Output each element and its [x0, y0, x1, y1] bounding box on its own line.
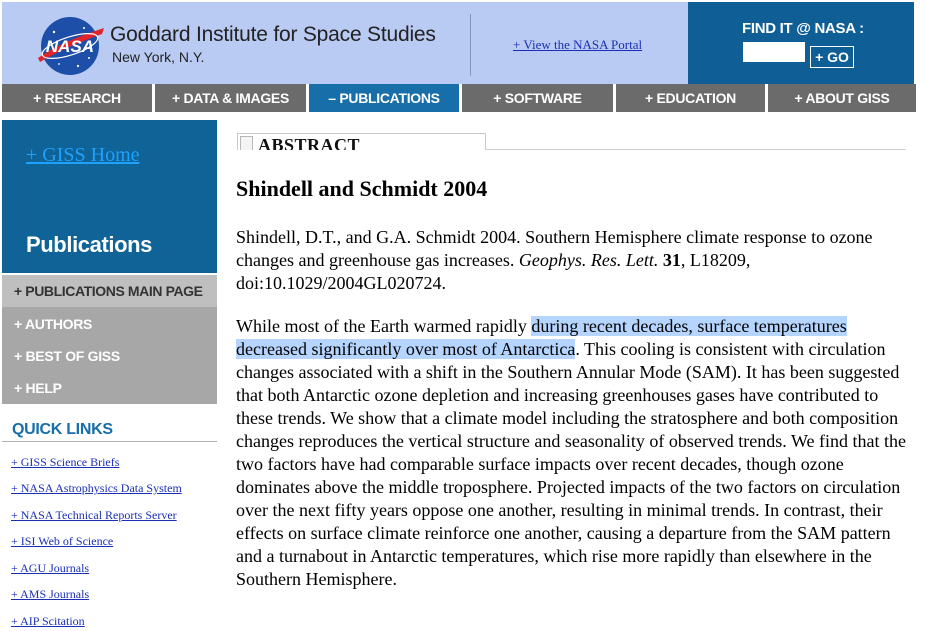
- quick-link-aip-scitation[interactable]: + AIP Scitation: [11, 614, 85, 628]
- nav-item-publications[interactable]: – PUBLICATIONS: [309, 84, 459, 112]
- abstract-before: While most of the Earth warmed rapidly: [236, 316, 532, 336]
- quick-link-nasa-ntrs[interactable]: + NASA Technical Reports Server: [11, 508, 177, 522]
- abstract-broken-image: [237, 133, 486, 150]
- nav-item-research[interactable]: + RESEARCH: [2, 84, 152, 112]
- quick-link-giss-science-briefs[interactable]: + GISS Science Briefs: [11, 455, 120, 469]
- broken-image-icon: [240, 136, 253, 150]
- quick-link-agu-journals[interactable]: + AGU Journals: [11, 561, 90, 575]
- abstract-selected-text[interactable]: during recent decades, surface temperatures decreased significantly over most of Antarctica: [236, 316, 847, 359]
- page-title: Shindell and Schmidt 2004: [236, 176, 488, 201]
- sidebar-item-authors[interactable]: + AUTHORS: [14, 316, 93, 332]
- sidebar-item-best-of-giss[interactable]: + BEST OF GISS: [14, 348, 120, 364]
- sidebar-item-help[interactable]: + HELP: [14, 380, 62, 396]
- nasa-portal-link[interactable]: + View the NASA Portal: [513, 37, 643, 52]
- giss-home-link[interactable]: + GISS Home: [26, 144, 140, 166]
- citation-volume: 31: [662, 250, 681, 270]
- svg-text:NASA: NASA: [45, 37, 95, 56]
- nav-item-education[interactable]: + EDUCATION: [616, 84, 765, 112]
- find-it-label: FIND IT @ NASA :: [742, 20, 864, 37]
- nav-item-about-giss[interactable]: + ABOUT GISS: [768, 84, 916, 112]
- nasa-logo-icon[interactable]: [34, 14, 106, 78]
- quick-links-title: QUICK LINKS: [12, 421, 113, 438]
- abstract-text[interactable]: [236, 315, 916, 591]
- abstract-image-alt-text: ABSTRACT: [258, 135, 361, 150]
- org-subtitle: New York, N.Y.: [112, 49, 205, 65]
- header-banner: [2, 2, 688, 84]
- search-input[interactable]: [743, 42, 805, 62]
- citation-journal: Geophys. Res. Lett.: [518, 250, 659, 270]
- site-header: [2, 2, 914, 84]
- citation-rest: , L18209, doi:10.1029/2004GL020724.: [236, 250, 751, 293]
- citation-authors: Shindell, D.T., and G.A. Schmidt 2004. Southern Hemisphere climate response to ozone changes and greenhouse gas increases.: [236, 227, 873, 270]
- org-title: Goddard Institute for Space Studies: [110, 23, 436, 46]
- sidebar-section-title: Publications: [26, 232, 152, 257]
- abstract-after: . This cooling is consistent with circulation changes associated with a shift in the Southern Annular Mode (SAM). It has been suggested that both Antarctic ozone depletion and increasing greenhouses gases have contributed to these trends. We show that a climate model including the stratosphere and both composition changes reproduces the vertical structure and seasonality of observed trends. We find that the two factors have had comparable surface impacts over recent decades, though ozone dominates above the middle troposphere. Projected impacts of the two factors on circulation over the next fifty years oppose one another, resulting in minimal trends. In contrast, their effects on surface climate reinforce one another, causing a departure from the SAM pattern and a turnabout in Antarctic temperatures, which rise more rapidly than elsewhere in the Southern Hemisphere.: [236, 339, 906, 589]
- nav-item-data-images[interactable]: + DATA & IMAGES: [155, 84, 306, 112]
- sidebar-header: [2, 120, 217, 273]
- quick-links-divider: [2, 441, 217, 442]
- sidebar-menu: [2, 307, 217, 404]
- quick-link-nasa-ads[interactable]: + NASA Astrophysics Data System: [11, 481, 182, 495]
- go-button[interactable]: + GO: [810, 46, 854, 68]
- main-nav: [2, 84, 916, 112]
- quick-link-ams-journals[interactable]: + AMS Journals: [11, 587, 90, 601]
- content-divider: [486, 149, 906, 150]
- quick-link-isi-web-of-science[interactable]: + ISI Web of Science: [11, 534, 114, 548]
- sidebar-item-publications-main-page[interactable]: + PUBLICATIONS MAIN PAGE: [2, 275, 217, 307]
- find-it-panel: [688, 2, 914, 84]
- nav-item-software[interactable]: + SOFTWARE: [462, 84, 613, 112]
- header-divider: [470, 14, 471, 76]
- citation: [236, 226, 916, 295]
